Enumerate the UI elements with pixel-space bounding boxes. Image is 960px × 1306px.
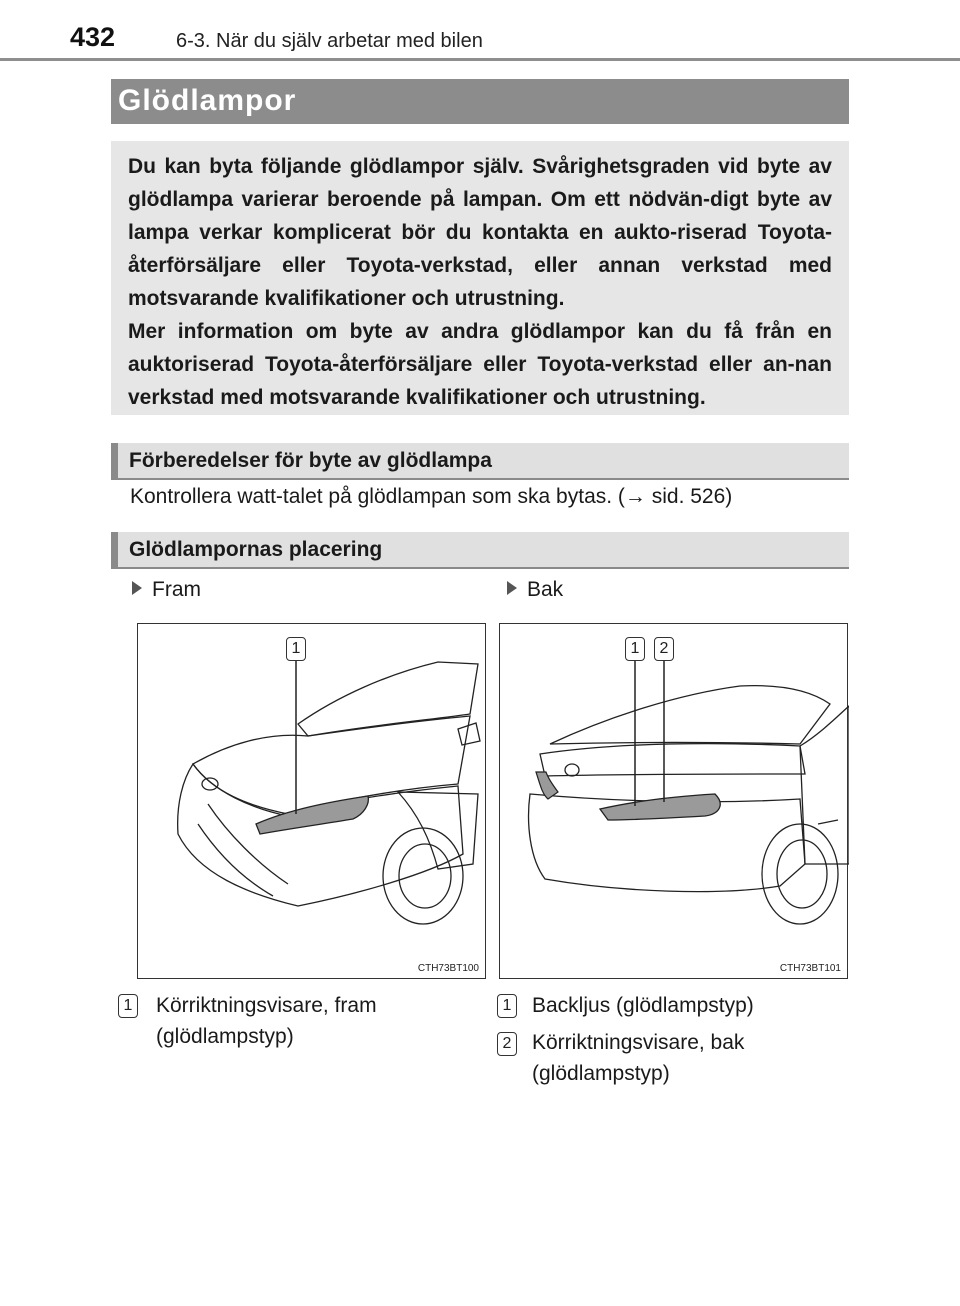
front-headlamp (256, 796, 368, 834)
rear-view-label (507, 578, 563, 602)
intro-paragraph-1: Du kan byta följande glödlampor själv. Svårighetsgraden vid byte av glödlampa varierar beroende på lampan. Om ett nödvän-digt byte av lampa verkar komplicerat bör du kontakta en aukto-riserad Toyota-återförsäljare eller Toyota-verkstad, eller annan verkstad med motsvarande kvalifikationer och utrustning. (128, 155, 832, 310)
rear-combination-lamp (600, 794, 720, 820)
legend-text (156, 990, 377, 1052)
side-mirror (458, 723, 480, 745)
section-heading-text: Glödlampornas placering (129, 538, 383, 561)
legend-line: Körriktningsvisare, bak (532, 1031, 745, 1054)
rear-label-text: Bak (527, 578, 564, 601)
section-heading-location (111, 532, 849, 569)
running-head: 6-3. När du själv arbetar med bilen (176, 30, 483, 52)
triangle-bullet-icon (132, 581, 142, 595)
rear-window (550, 686, 830, 744)
legend-line: (glödlampstyp) (156, 1025, 294, 1048)
page-title: Glödlampor (118, 84, 297, 117)
callout-badge: 1 (286, 637, 306, 661)
front-view-label (132, 578, 201, 602)
legend-text (532, 1027, 744, 1089)
legend-line: Backljus (glödlampstyp) (532, 994, 754, 1017)
section-marker (111, 532, 118, 567)
triangle-bullet-icon (507, 581, 517, 595)
rear-trunk (540, 744, 805, 776)
legend-line: (glödlampstyp) (532, 1062, 670, 1085)
section-heading-preparation (111, 443, 849, 480)
front-wheel-rim (399, 844, 451, 908)
page-number: 432 (70, 22, 116, 52)
legend-badge: 2 (497, 1032, 517, 1056)
legend-badge: 1 (497, 994, 517, 1018)
preparation-text: Kontrollera watt-talet på glödlampan som ska bytas. (→ sid. 526) (130, 485, 733, 508)
legend-badge: 1 (118, 994, 138, 1018)
rear-car-illustration (500, 624, 849, 980)
callout-badge-2: 2 (654, 637, 674, 661)
front-hood (193, 716, 470, 814)
legend-line: Körriktningsvisare, fram (156, 994, 377, 1017)
section-marker (111, 443, 118, 478)
intro-paragraph-2: Mer information om byte av andra glödlampor kan du få från en auktoriserad Toyota-återförsäljare eller Toyota-verkstad eller an-nan verkstad med motsvarande kvalifikationer och utrustning. (128, 320, 832, 409)
front-label-text: Fram (152, 578, 201, 601)
figure-code: CTH73BT100 (417, 963, 479, 974)
rear-emblem (565, 764, 579, 776)
front-bumper (178, 764, 463, 906)
rear-door-handle (818, 820, 838, 824)
legend-text (532, 990, 754, 1021)
front-car-figure (137, 623, 486, 979)
callout-badge-1: 1 (625, 637, 645, 661)
rear-wheel-rim (777, 840, 827, 908)
section-heading-text: Förberedelser för byte av glödlampa (129, 449, 492, 472)
front-emblem (202, 778, 218, 790)
figure-code: CTH73BT101 (779, 963, 841, 974)
rear-car-figure (499, 623, 848, 979)
header-rule (0, 58, 960, 61)
front-car-illustration (138, 624, 487, 980)
